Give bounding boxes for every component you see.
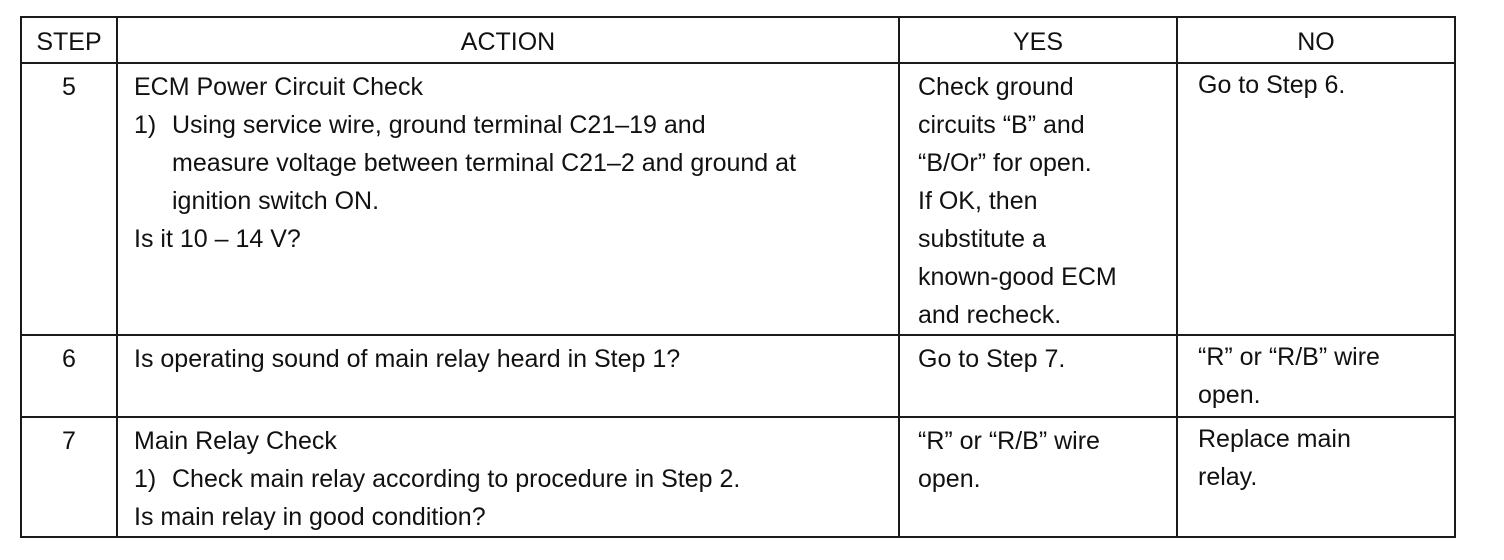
yes-line: circuits “B” and	[918, 111, 1085, 139]
substep-text	[172, 106, 888, 220]
header-action: ACTION	[117, 17, 899, 63]
table-row-step-7	[21, 417, 1455, 537]
yes-line: open.	[918, 465, 981, 493]
action-title: ECM Power Circuit Check	[134, 73, 423, 101]
action-question: Is it 10 – 14 V?	[134, 225, 301, 253]
no-line: relay.	[1198, 463, 1258, 491]
yes-line: and recheck.	[918, 301, 1062, 329]
header-step: STEP	[21, 17, 117, 63]
action-title: Main Relay Check	[134, 427, 337, 455]
yes-line: Check ground	[918, 73, 1074, 101]
action-substep	[134, 106, 888, 220]
yes-line: substitute a	[918, 225, 1046, 253]
no-line: open.	[1198, 381, 1261, 409]
action-cell	[117, 63, 899, 335]
table-row-step-6	[21, 335, 1455, 417]
yes-line: known-good ECM	[918, 263, 1117, 291]
action-cell	[117, 335, 899, 417]
yes-cell	[899, 417, 1177, 537]
yes-line: “B/Or” for open.	[918, 149, 1092, 177]
substep-line: ignition switch ON.	[172, 187, 380, 215]
substep-text	[172, 460, 888, 498]
substep-line: Using service wire, ground terminal C21–19 and	[172, 111, 706, 139]
substep-number: 1)	[134, 465, 157, 493]
substep-line: measure voltage between terminal C21–2 and ground at	[172, 149, 797, 177]
action-substep	[134, 460, 888, 498]
header-no: NO	[1177, 17, 1455, 63]
no-line: Replace main	[1198, 425, 1351, 453]
diagnostic-table	[20, 16, 1456, 538]
yes-cell	[899, 63, 1177, 335]
header-row	[21, 17, 1455, 63]
step-number: 5	[21, 63, 117, 335]
no-cell	[1177, 417, 1455, 537]
step-number: 6	[21, 335, 117, 417]
yes-line: Go to Step 7.	[918, 345, 1066, 373]
substep-number: 1)	[134, 111, 157, 139]
substep-line: Check main relay according to procedure in Step 2.	[172, 465, 741, 493]
yes-line: “R” or “R/B” wire	[918, 427, 1100, 455]
no-cell	[1177, 63, 1455, 335]
table-row-step-5	[21, 63, 1455, 335]
action-cell	[117, 417, 899, 537]
yes-cell	[899, 335, 1177, 417]
no-cell	[1177, 335, 1455, 417]
action-question: Is operating sound of main relay heard in Step 1?	[134, 345, 681, 373]
yes-line: If OK, then	[918, 187, 1038, 215]
step-number: 7	[21, 417, 117, 537]
header-yes: YES	[899, 17, 1177, 63]
no-line: “R” or “R/B” wire	[1198, 343, 1380, 371]
action-question: Is main relay in good condition?	[134, 503, 486, 531]
no-line: Go to Step 6.	[1198, 71, 1346, 99]
